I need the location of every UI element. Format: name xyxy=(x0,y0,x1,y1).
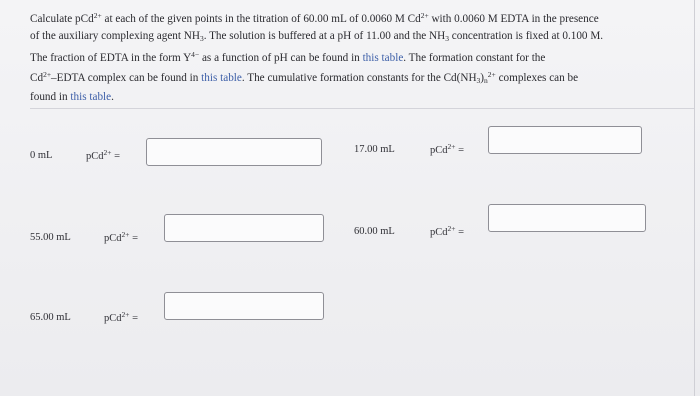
answer-input-55ml[interactable] xyxy=(164,214,324,242)
right-edge-line xyxy=(694,0,695,396)
answer-input-17ml[interactable] xyxy=(488,126,642,154)
edta-fraction-table-link[interactable]: this table xyxy=(362,52,404,65)
volume-label-60ml: 60.00 mL xyxy=(354,226,395,237)
cumulative-constants-table-link[interactable]: this table xyxy=(70,91,112,104)
volume-label-17ml: 17.00 mL xyxy=(354,144,395,155)
problem-line-4: $Cd^{2+}$–EDTA complex can be found in this table. The cumulative formation constants for the $Cd(NH_3)_n^{2+}$ complexes can be xyxy=(30,69,579,85)
problem-line-3: The fraction of EDTA in the form $Y^{4-}$ as a function of pH can be found in this table. The formation constant for the xyxy=(30,50,546,65)
formation-constant-table-link[interactable]: this table xyxy=(201,71,242,84)
volume-label-0ml: 0 mL xyxy=(30,150,53,161)
answer-input-60ml[interactable] xyxy=(488,204,646,232)
pcd-label-0ml: pCd$^{2+}$ = xyxy=(86,148,121,162)
answer-input-65ml[interactable] xyxy=(164,292,324,320)
section-divider xyxy=(30,108,694,109)
pcd-label-55ml: pCd$^{2+}$ = xyxy=(104,230,139,244)
answer-input-0ml[interactable] xyxy=(146,138,322,166)
problem-line-2: of the auxiliary complexing agent $NH_3$. The solution is buffered at a pH of 11.00 and the $NH_3$ concentration is fixed at 0.100 M. xyxy=(30,29,604,43)
problem-line-1: Calculate pCd$^{2+}$ at each of the given points in the titration of 60.00 mL of 0.0060 M $Cd^{2+}$ with 0.0060 M EDTA in the presence xyxy=(30,11,599,25)
problem-statement xyxy=(30,8,694,106)
volume-label-55ml: 55.00 mL xyxy=(30,232,71,243)
pcd-label-60ml: pCd$^{2+}$ = xyxy=(430,224,465,238)
problem-line-5: found in this table. xyxy=(30,91,114,104)
pcd-label-17ml: pCd$^{2+}$ = xyxy=(430,142,465,156)
volume-label-65ml: 65.00 mL xyxy=(30,312,71,323)
pcd-label-65ml: pCd$^{2+}$ = xyxy=(104,310,139,324)
